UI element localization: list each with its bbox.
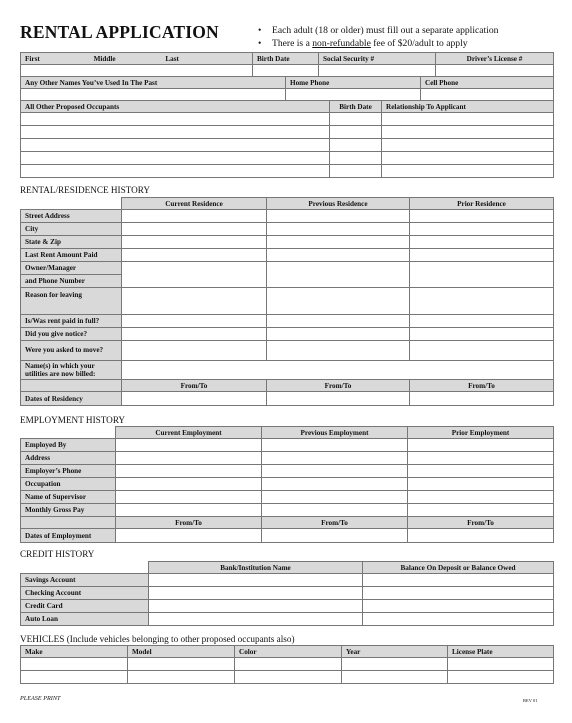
field-cell[interactable] xyxy=(262,465,408,478)
field-cell[interactable] xyxy=(408,465,554,478)
field-cell[interactable] xyxy=(448,658,554,671)
label-home-phone: Home Phone xyxy=(286,77,421,89)
field-cell[interactable] xyxy=(128,671,235,684)
field-cell[interactable] xyxy=(116,439,262,452)
field-cell[interactable] xyxy=(116,491,262,504)
field-relationship[interactable] xyxy=(382,165,554,178)
field-utilities[interactable] xyxy=(122,361,554,380)
label-dates-residency: Dates of Residency xyxy=(21,392,122,406)
label-relationship: Relationship To Applicant xyxy=(382,101,554,113)
label-occupant-birth: Birth Date xyxy=(330,101,382,113)
field-occupant[interactable] xyxy=(21,139,330,152)
col-plate: License Plate xyxy=(448,646,554,658)
label-occupants: All Other Proposed Occupants xyxy=(21,101,330,113)
label-fromto: From/To xyxy=(267,380,410,392)
field-cell[interactable] xyxy=(408,452,554,465)
label-paid: Is/Was rent paid in full? xyxy=(21,315,122,328)
label-state: State & Zip xyxy=(21,236,122,249)
label-dates-employment: Dates of Employment xyxy=(21,529,116,543)
label-pay: Monthly Gross Pay xyxy=(21,504,116,517)
label-supervisor: Name of Supervisor xyxy=(21,491,116,504)
bullet-icon: • xyxy=(258,25,262,36)
rental-history-table xyxy=(20,197,554,406)
field-cell[interactable] xyxy=(122,328,267,341)
field-occupant[interactable] xyxy=(21,152,330,165)
col-current-residence: Current Residence xyxy=(122,198,267,210)
col-model: Model xyxy=(128,646,235,658)
field-cell[interactable] xyxy=(262,452,408,465)
field-relationship[interactable] xyxy=(382,152,554,165)
field-relationship[interactable] xyxy=(382,113,554,126)
label-utilities: Name(s) in which your utilities are now billed: xyxy=(21,361,122,380)
label-credit-card: Credit Card xyxy=(21,600,149,613)
field-cell[interactable] xyxy=(122,262,267,288)
field-cell[interactable] xyxy=(262,529,408,543)
label-other-names: Any Other Names You’ve Used In The Past xyxy=(21,77,286,89)
col-current-employment: Current Employment xyxy=(116,427,262,439)
field-cell[interactable] xyxy=(267,288,410,315)
col-make: Make xyxy=(21,646,128,658)
label-owner: Owner/Manager xyxy=(21,262,122,275)
label-auto-loan: Auto Loan xyxy=(21,613,149,626)
bullet-icon: • xyxy=(258,38,262,49)
field-cell[interactable] xyxy=(342,671,448,684)
field-cell[interactable] xyxy=(267,262,410,288)
field-cell[interactable] xyxy=(21,658,128,671)
label-name: First Middle Last xyxy=(21,53,253,65)
applicant-name-table xyxy=(20,52,554,77)
field-cell[interactable] xyxy=(149,574,363,587)
field-cell[interactable] xyxy=(267,315,410,328)
label-address: Address xyxy=(21,452,116,465)
label-occupation: Occupation xyxy=(21,478,116,491)
section-rental-heading: RENTAL/RESIDENCE HISTORY xyxy=(20,185,151,195)
label-fromto: From/To xyxy=(122,380,267,392)
field-occupant[interactable] xyxy=(21,113,330,126)
col-previous-employment: Previous Employment xyxy=(262,427,408,439)
field-cell[interactable] xyxy=(122,236,267,249)
label-reason: Reason for leaving xyxy=(21,288,122,315)
empty-cell xyxy=(21,427,116,439)
field-occupant[interactable] xyxy=(21,165,330,178)
label-rent: Last Rent Amount Paid xyxy=(21,249,122,262)
field-occupant-birth[interactable] xyxy=(330,152,382,165)
label-fromto: From/To xyxy=(410,380,554,392)
field-cell[interactable] xyxy=(267,210,410,223)
label-savings: Savings Account xyxy=(21,574,149,587)
field-cell[interactable] xyxy=(410,392,554,406)
label-asked: Were you asked to move? xyxy=(21,341,122,361)
field-cell[interactable] xyxy=(122,392,267,406)
field-cell[interactable] xyxy=(149,613,363,626)
section-employment-heading: EMPLOYMENT HISTORY xyxy=(20,415,126,425)
col-year: Year xyxy=(342,646,448,658)
section-vehicles-heading: VEHICLES (Include vehicles belonging to other proposed occupants also) xyxy=(20,634,295,644)
label-fromto: From/To xyxy=(408,517,554,529)
field-cell[interactable] xyxy=(116,452,262,465)
applicant-contact-table xyxy=(20,76,554,101)
field-cell[interactable] xyxy=(21,671,128,684)
empty-cell xyxy=(21,562,149,574)
label-fromto: From/To xyxy=(262,517,408,529)
credit-history-table xyxy=(20,561,554,626)
field-cell[interactable] xyxy=(408,478,554,491)
field-occupant-birth[interactable] xyxy=(330,139,382,152)
col-color: Color xyxy=(235,646,342,658)
field-cell[interactable] xyxy=(267,249,410,262)
field-cell[interactable] xyxy=(122,210,267,223)
footer-please-print: PLEASE PRINT xyxy=(20,695,61,702)
field-ssn[interactable] xyxy=(319,65,436,77)
vehicles-table xyxy=(20,645,554,684)
field-cell[interactable] xyxy=(408,491,554,504)
field-relationship[interactable] xyxy=(382,139,554,152)
page-title: RENTAL APPLICATION xyxy=(20,22,219,42)
field-cell[interactable] xyxy=(262,439,408,452)
field-cell[interactable] xyxy=(122,223,267,236)
field-cell[interactable] xyxy=(363,600,554,613)
field-cell[interactable] xyxy=(267,392,410,406)
field-home-phone[interactable] xyxy=(286,89,421,101)
field-license[interactable] xyxy=(436,65,554,77)
note-fee: • There is a non-refundable fee of $20/adult to apply xyxy=(258,38,468,49)
empty-cell xyxy=(21,380,122,392)
col-bank: Bank/Institution Name xyxy=(149,562,363,574)
field-cell[interactable] xyxy=(122,315,267,328)
label-street: Street Address xyxy=(21,210,122,223)
field-cell[interactable] xyxy=(342,658,448,671)
field-cell[interactable] xyxy=(149,587,363,600)
section-credit-heading: CREDIT HISTORY xyxy=(20,549,95,559)
label-checking: Checking Account xyxy=(21,587,149,600)
label-cell-phone: Cell Phone xyxy=(421,77,554,89)
field-cell[interactable] xyxy=(116,465,262,478)
field-occupant-birth[interactable] xyxy=(330,126,382,139)
field-cell[interactable] xyxy=(408,504,554,517)
label-birth-date: Birth Date xyxy=(253,53,319,65)
field-other-names[interactable] xyxy=(21,89,286,101)
note-adult: • Each adult (18 or older) must fill out a separate application xyxy=(258,25,499,36)
field-cell[interactable] xyxy=(122,249,267,262)
label-phone: and Phone Number xyxy=(21,275,122,288)
col-prior-employment: Prior Employment xyxy=(408,427,554,439)
field-birth-date[interactable] xyxy=(253,65,319,77)
field-cell[interactable] xyxy=(410,288,554,315)
field-cell[interactable] xyxy=(267,236,410,249)
field-cell[interactable] xyxy=(128,658,235,671)
field-relationship[interactable] xyxy=(382,126,554,139)
field-cell[interactable] xyxy=(363,574,554,587)
field-cell[interactable] xyxy=(262,491,408,504)
label-ssn: Social Security # xyxy=(319,53,436,65)
empty-cell xyxy=(21,517,116,529)
field-cell[interactable] xyxy=(267,223,410,236)
field-name[interactable] xyxy=(21,65,253,77)
field-cell[interactable] xyxy=(410,262,554,288)
field-cell[interactable] xyxy=(267,328,410,341)
field-cell[interactable] xyxy=(116,504,262,517)
field-cell[interactable] xyxy=(363,613,554,626)
field-cell[interactable] xyxy=(410,328,554,341)
field-occupant-birth[interactable] xyxy=(330,113,382,126)
label-employer-phone: Employer’s Phone xyxy=(21,465,116,478)
field-cell[interactable] xyxy=(235,671,342,684)
col-previous-residence: Previous Residence xyxy=(267,198,410,210)
field-cell[interactable] xyxy=(408,439,554,452)
field-occupant[interactable] xyxy=(21,126,330,139)
revision-label: REV 01 xyxy=(523,698,538,703)
field-cell[interactable] xyxy=(262,478,408,491)
field-cell-phone[interactable] xyxy=(421,89,554,101)
col-balance: Balance On Deposit or Balance Owed xyxy=(363,562,554,574)
occupants-table xyxy=(20,100,554,178)
field-cell[interactable] xyxy=(267,341,410,361)
field-cell[interactable] xyxy=(410,223,554,236)
label-license: Driver’s License # xyxy=(436,53,554,65)
field-occupant-birth[interactable] xyxy=(330,165,382,178)
field-cell[interactable] xyxy=(448,671,554,684)
field-cell[interactable] xyxy=(363,587,554,600)
employment-history-table xyxy=(20,426,554,543)
field-cell[interactable] xyxy=(122,341,267,361)
label-fromto: From/To xyxy=(116,517,262,529)
field-cell[interactable] xyxy=(122,288,267,315)
field-cell[interactable] xyxy=(410,341,554,361)
field-cell[interactable] xyxy=(116,529,262,543)
field-cell[interactable] xyxy=(410,315,554,328)
field-cell[interactable] xyxy=(262,504,408,517)
field-cell[interactable] xyxy=(149,600,363,613)
col-prior-residence: Prior Residence xyxy=(410,198,554,210)
field-cell[interactable] xyxy=(410,249,554,262)
empty-cell xyxy=(21,198,122,210)
field-cell[interactable] xyxy=(408,529,554,543)
field-cell[interactable] xyxy=(410,210,554,223)
label-notice: Did you give notice? xyxy=(21,328,122,341)
field-cell[interactable] xyxy=(410,236,554,249)
field-cell[interactable] xyxy=(116,478,262,491)
label-city: City xyxy=(21,223,122,236)
label-employer: Employed By xyxy=(21,439,116,452)
field-cell[interactable] xyxy=(235,658,342,671)
